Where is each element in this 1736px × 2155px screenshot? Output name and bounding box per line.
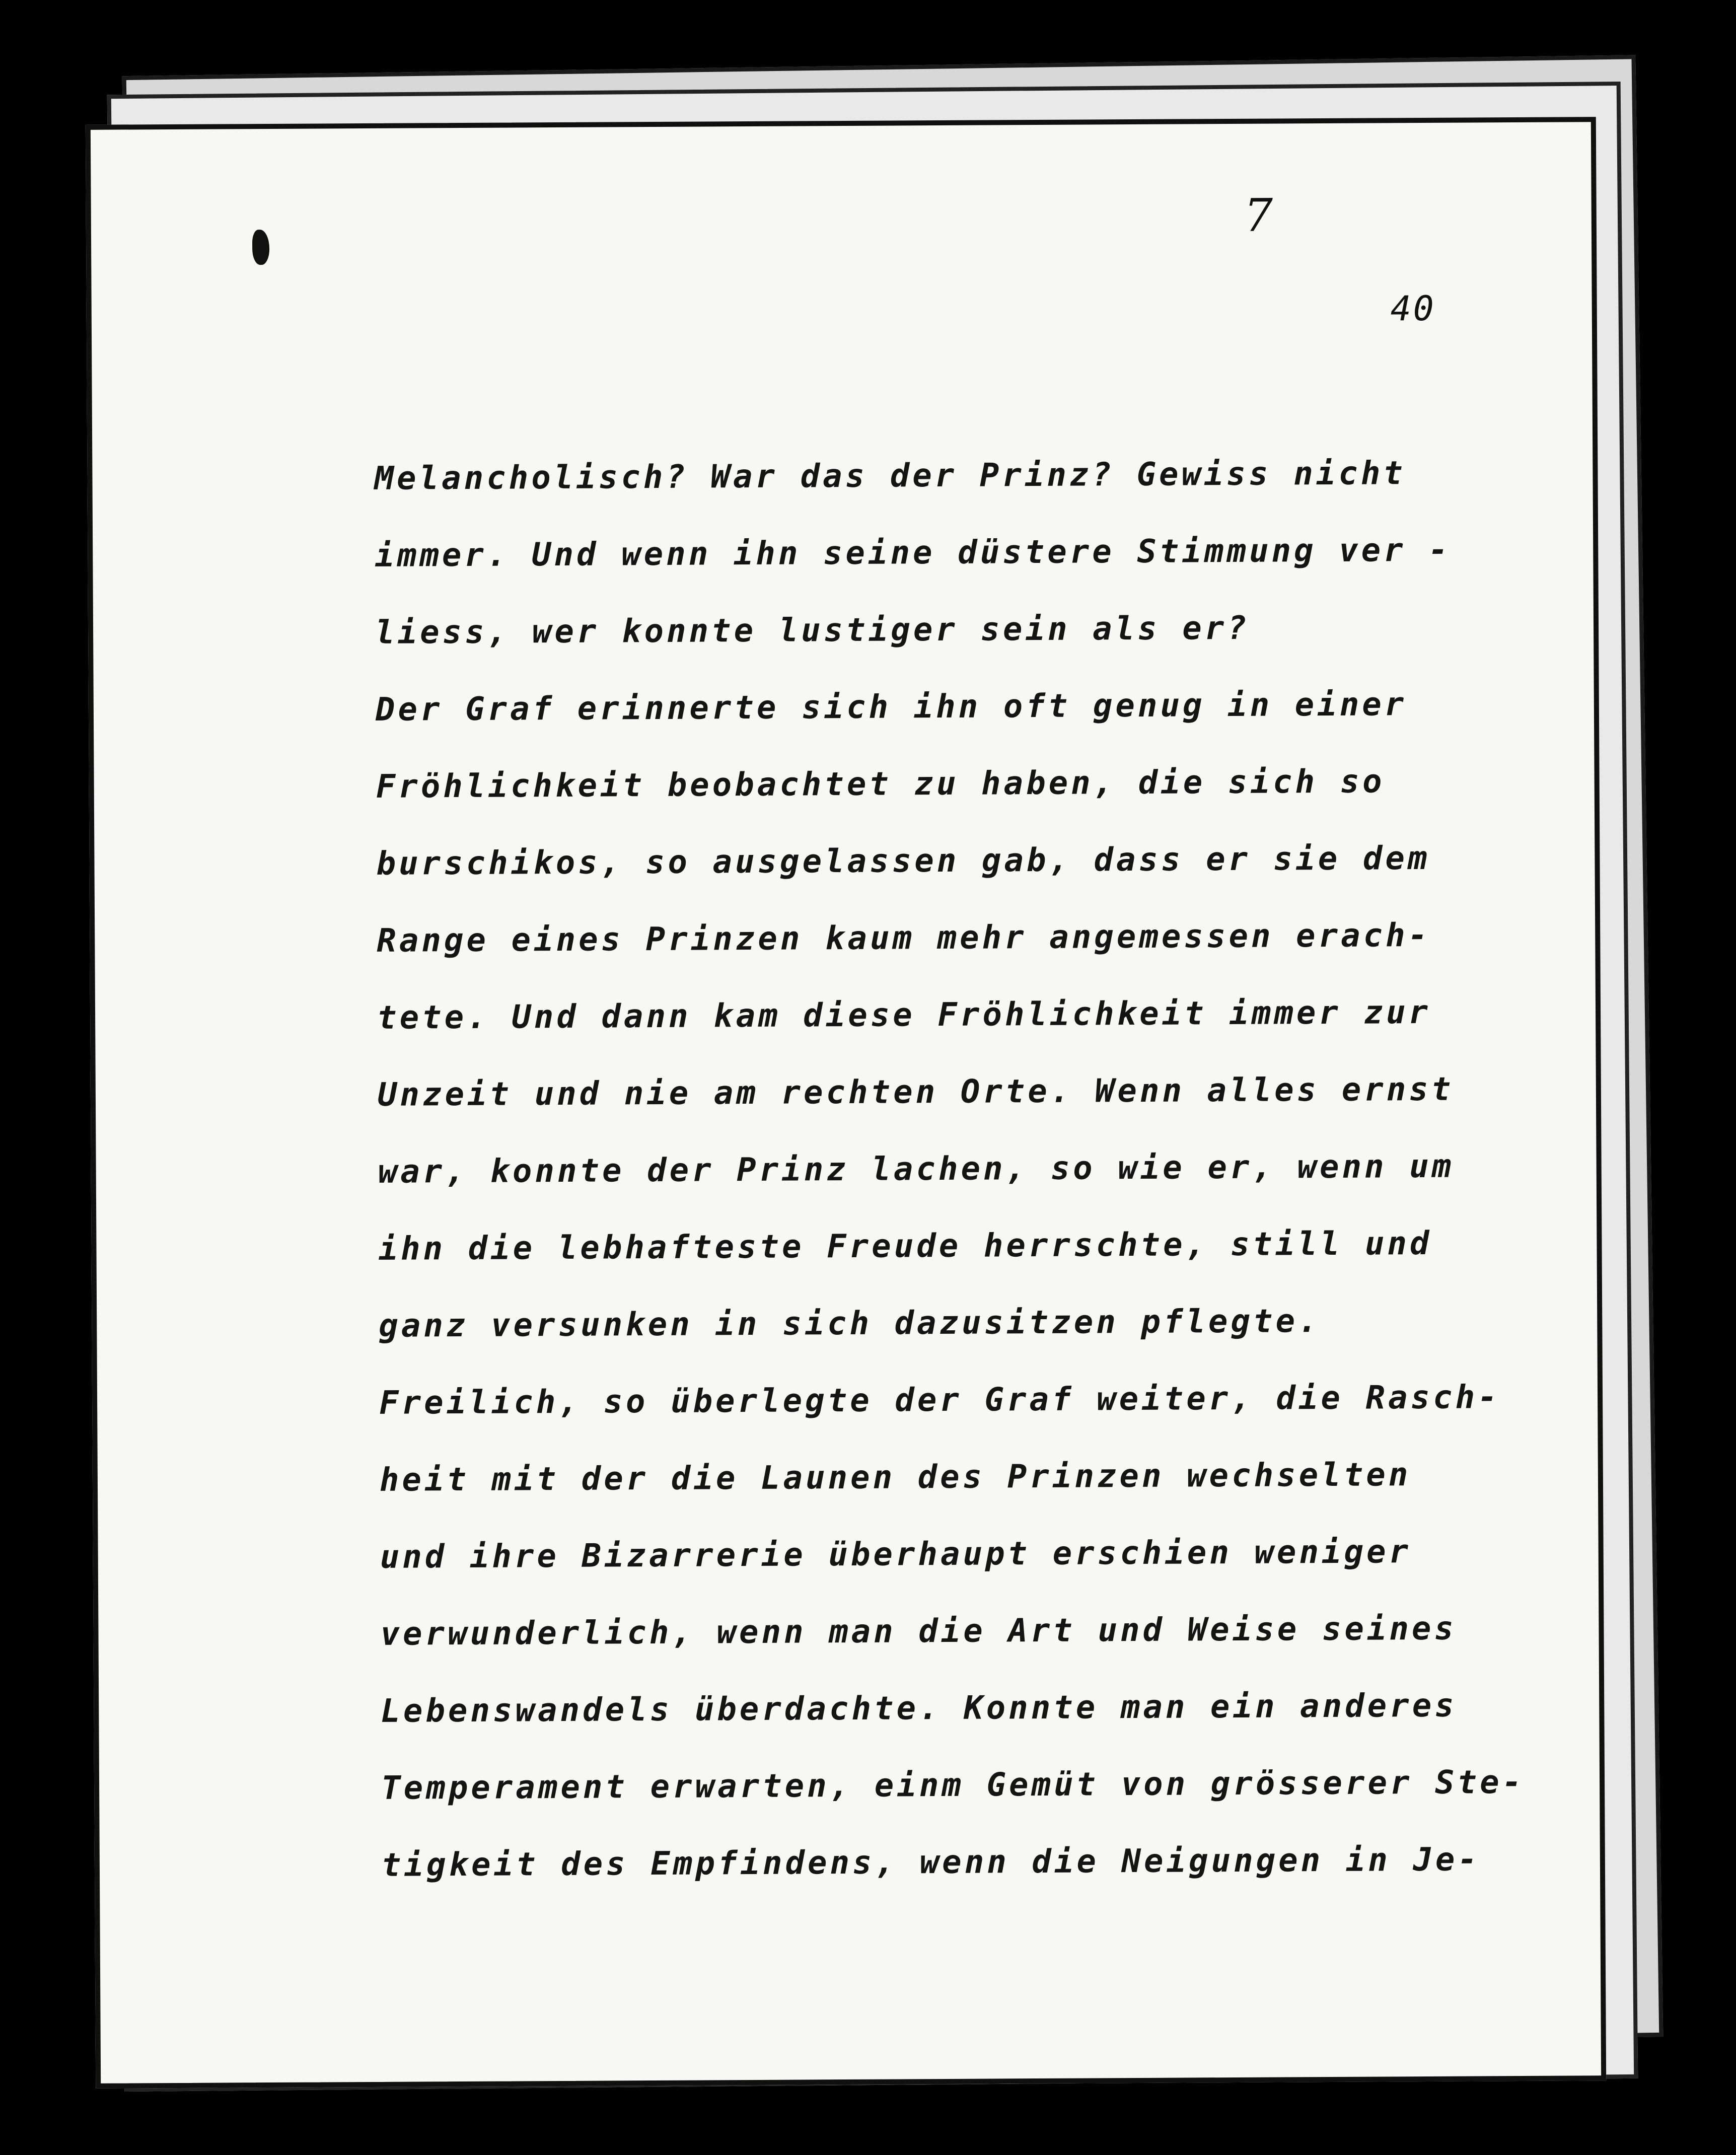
ink-blot: [252, 230, 269, 265]
typewritten-text: [374, 434, 1590, 1904]
page-number: 40: [1390, 289, 1436, 329]
text-line: heit mit der die Launen des Prinzen wechselten: [379, 1456, 1411, 1499]
text-line: Freilich, so überlegte der Graf weiter, die Rasch-: [379, 1379, 1500, 1422]
text-line: Der Graf erinnerte sich ihn oft genug in einer: [375, 686, 1407, 729]
text-line: Lebenswandels überdachte. Konnte man ein anderes: [381, 1687, 1457, 1730]
text-line: war, konnte der Prinz lachen, so wie er, wenn um: [378, 1147, 1455, 1191]
text-line: immer. Und wenn ihn seine düstere Stimmung ver -: [375, 531, 1451, 574]
text-line: Range eines Prinzen kaum mehr angemessen erach-: [377, 916, 1431, 960]
text-line: liess, wer konnte lustiger sein als er?: [375, 609, 1250, 652]
text-line: verwunderlich, wenn man die Art und Weise seines: [380, 1610, 1457, 1653]
text-line: Melancholisch? War das der Prinz? Gewiss nicht: [374, 455, 1406, 497]
text-line: burschikos, so ausgelassen gab, dass er sie dem: [376, 839, 1430, 883]
corner-handwritten-mark: 7: [1244, 189, 1273, 242]
text-line: Fröhlichkeit beobachtet zu haben, die sich so: [376, 763, 1385, 806]
document-page: [86, 117, 1606, 2089]
text-line: tete. Und dann kam diese Fröhlichkeit immer zur: [377, 993, 1431, 1037]
text-line: tigkeit des Empfindens, wenn die Neigungen in Je-: [381, 1841, 1481, 1884]
text-line: Temperament erwarten, einm Gemüt von grösserer Ste-: [381, 1763, 1525, 1807]
text-line: ganz versunken in sich dazusitzen pflegte.: [379, 1303, 1321, 1345]
text-line: ihn die lebhafteste Freude herrschte, still und: [378, 1225, 1432, 1268]
text-line: und ihre Bizarrerie überhaupt erschien weniger: [380, 1533, 1412, 1576]
text-line: Unzeit und nie am rechten Orte. Wenn alles ernst: [377, 1070, 1454, 1114]
